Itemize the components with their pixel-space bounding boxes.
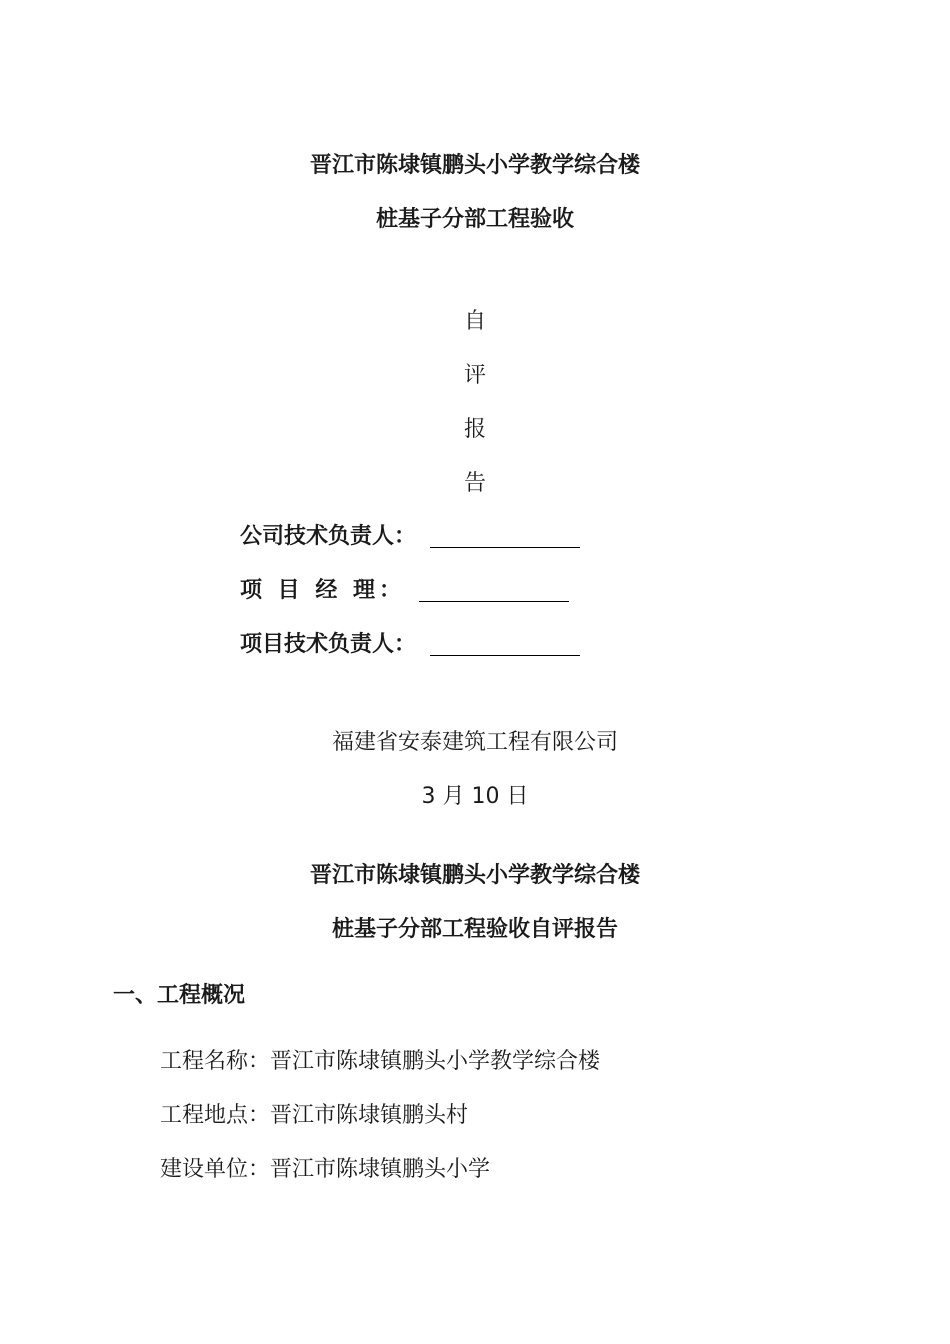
signature-blank-line[interactable] — [419, 579, 569, 602]
report-date: 3 月 10 日 — [421, 784, 529, 809]
signature-company-tech-lead — [240, 522, 580, 552]
info-row-project-name — [160, 1047, 600, 1077]
section-heading-overview: 一、工程概况 — [113, 983, 246, 1008]
vertical-char-2: 评 — [463, 363, 486, 388]
vertical-char-1: 自 — [463, 309, 486, 334]
signature-project-tech-lead — [240, 630, 580, 660]
vertical-char-3: 报 — [463, 417, 486, 442]
info-value: 晋江市陈埭镇鹏头小学教学综合楼 — [270, 1049, 601, 1074]
signature-project-manager — [240, 576, 569, 606]
info-value: 晋江市陈埭镇鹏头村 — [270, 1103, 469, 1128]
info-label: 建设单位： — [160, 1157, 271, 1182]
info-row-construction-unit — [160, 1155, 490, 1185]
info-label: 工程名称： — [160, 1049, 271, 1074]
signature-label: 公司技术负责人： — [240, 524, 417, 549]
info-row-project-location — [160, 1101, 468, 1131]
info-label: 工程地点： — [160, 1103, 271, 1128]
signature-blank-line[interactable] — [430, 633, 580, 656]
signature-blank-line[interactable] — [430, 525, 580, 548]
cover-title-line2: 桩基子分部工程验收 — [375, 207, 574, 232]
info-value: 晋江市陈埭镇鹏头小学 — [270, 1157, 491, 1182]
report-title-line2: 桩基子分部工程验收自评报告 — [331, 917, 618, 942]
report-title-line1: 晋江市陈埭镇鹏头小学教学综合楼 — [309, 863, 640, 888]
signature-label: 项目技术负责人： — [240, 632, 417, 657]
cover-title-line1: 晋江市陈埭镇鹏头小学教学综合楼 — [309, 153, 640, 178]
company-name: 福建省安泰建筑工程有限公司 — [331, 730, 618, 755]
vertical-char-4: 告 — [463, 471, 486, 496]
signature-label: 项 目 经 理： — [240, 578, 405, 603]
